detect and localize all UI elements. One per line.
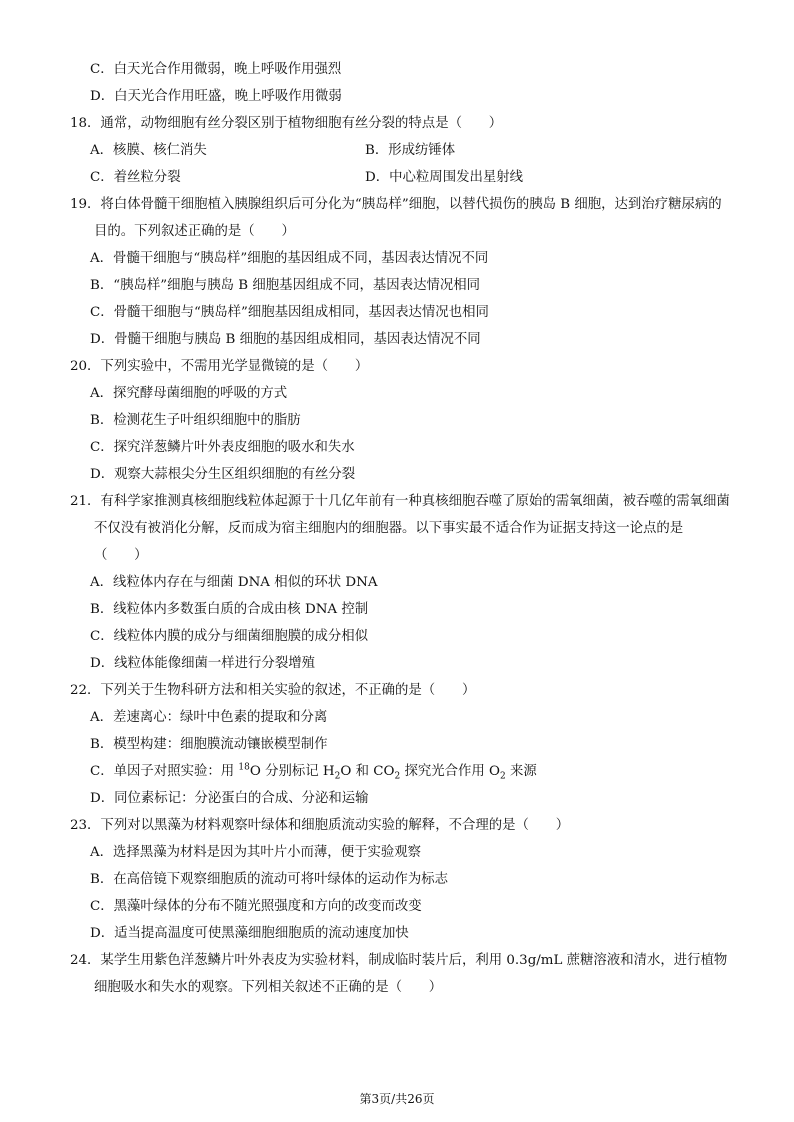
page-number: 第3页/共26页: [359, 1092, 435, 1106]
option-d: D．中心粒周围发出星射线: [365, 170, 524, 185]
option-a: A．差速离心：绿叶中色素的提取和分离: [90, 710, 328, 725]
option-b: B．检测花生子叶组织细胞中的脂肪: [90, 413, 301, 428]
option-c-text-3: O 和 CO: [340, 764, 395, 779]
question-20: [70, 353, 730, 488]
option-a: A．线粒体内存在与细菌 DNA 相似的环状 DNA: [90, 575, 378, 590]
option-a: A．探究酵母菌细胞的呼吸的方式: [90, 386, 288, 401]
option-d: D．骨髓干细胞与胰岛 B 细胞的基因组成相同，基因表达情况不同: [90, 332, 481, 347]
option-c: C．线粒体内膜的成分与细菌细胞膜的成分相似: [90, 629, 369, 644]
option-a: A．选择黑藻为材料是因为其叶片小而薄，便于实验观察: [90, 845, 422, 860]
option-b: B．线粒体内多数蛋白质的合成由核 DNA 控制: [90, 602, 369, 617]
question-stem: 23．下列对以黑藻为材料观察叶绿体和细胞质流动实验的解释，不合理的是（ ）: [70, 818, 570, 833]
option-a: A．骨髓干细胞与“胰岛样”细胞的基因组成不同，基因表达情况不同: [90, 251, 489, 266]
option-d: D．同位素标记：分泌蛋白的合成、分泌和运输: [90, 791, 369, 806]
option-row: [70, 137, 730, 164]
option-b: B．“胰岛样”细胞与胰岛 B 细胞基因组成不同，基因表达情况相同: [90, 278, 481, 293]
option-c: C．黑藻叶绿体的分布不随光照强度和方向的改变而改变: [90, 899, 422, 914]
question-stem: 19．将白体骨髓干细胞植入胰腺组织后可分化为“胰岛样”细胞，以替代损伤的胰岛 B 细胞，达到治疗糖尿病的目的。下列叙述正确的是（ ）: [70, 197, 722, 239]
question-24: [70, 947, 730, 1001]
option-c: C．骨髓干细胞与“胰岛样”细胞基因组成相同，基因表达情况也相同: [90, 305, 489, 320]
question-list: [70, 56, 730, 1001]
option-b: B．在高倍镜下观察细胞质的流动可将叶绿体的运动作为标志: [90, 872, 448, 887]
subscript: 2: [334, 771, 341, 782]
question-22: [70, 677, 730, 812]
question-21: [70, 488, 730, 677]
option-b: B．模型构建：细胞膜流动镶嵌模型制作: [90, 737, 328, 752]
subscript: 2: [394, 771, 401, 782]
option-row: [70, 164, 730, 191]
option-d: D．适当提高温度可使黑藻细胞细胞质的流动速度加快: [90, 926, 409, 941]
question-stem: 22．下列关于生物科研方法和相关实验的叙述，不正确的是（ ）: [70, 683, 476, 698]
option-c: C．探究洋葱鳞片叶外表皮细胞的吸水和失水: [90, 440, 355, 455]
question-stem: 18．通常，动物细胞有丝分裂区别于植物细胞有丝分裂的特点是（ ）: [70, 116, 503, 131]
option-c-text-4: 探究光合作用 O: [400, 764, 501, 779]
question-stem: 21．有科学家推测真核细胞线粒体起源于十几亿年前有一种真核细胞吞噬了原始的需氧细菌，被吞噬的需氧细菌不仅没有被消化分解，反而成为宿主细胞内的细胞器。以下事实最不适合作为证据支持这一论点的是（ ）: [70, 494, 730, 563]
question-17-tail: [70, 56, 730, 110]
option-c-text-1: C．单因子对照实验：用: [90, 764, 239, 779]
question-stem: 24．某学生用紫色洋葱鳞片叶外表皮为实验材料，制成临时装片后，利用 0.3g/mL 蔗糖溶液和清水，进行植物细胞吸水和失水的观察。下列相关叙述不正确的是（ ）: [70, 953, 728, 995]
question-23: [70, 812, 730, 947]
question-stem: 20．下列实验中，不需用光学显微镜的是（ ）: [70, 359, 369, 374]
option-d: D．白天光合作用旺盛，晚上呼吸作用微弱: [90, 89, 342, 104]
option-c-text-5: 来源: [505, 764, 537, 779]
isotope-mass-number: 18: [238, 762, 250, 773]
option-d: D．线粒体能像细菌一样进行分裂增殖: [90, 656, 315, 671]
option-a: A．核膜、核仁消失: [90, 143, 207, 158]
question-18: [70, 110, 730, 191]
option-d: D．观察大蒜根尖分生区组织细胞的有丝分裂: [90, 467, 356, 482]
option-c: C．白天光合作用微弱，晚上呼吸作用强烈: [90, 62, 342, 77]
subscript: 2: [500, 771, 506, 782]
option-b: B．形成纺锤体: [365, 143, 456, 158]
option-c-text-2: O 分别标记 H: [249, 764, 335, 779]
option-c: [70, 758, 730, 785]
option-c: C．着丝粒分裂: [90, 170, 181, 185]
question-19: [70, 191, 730, 353]
